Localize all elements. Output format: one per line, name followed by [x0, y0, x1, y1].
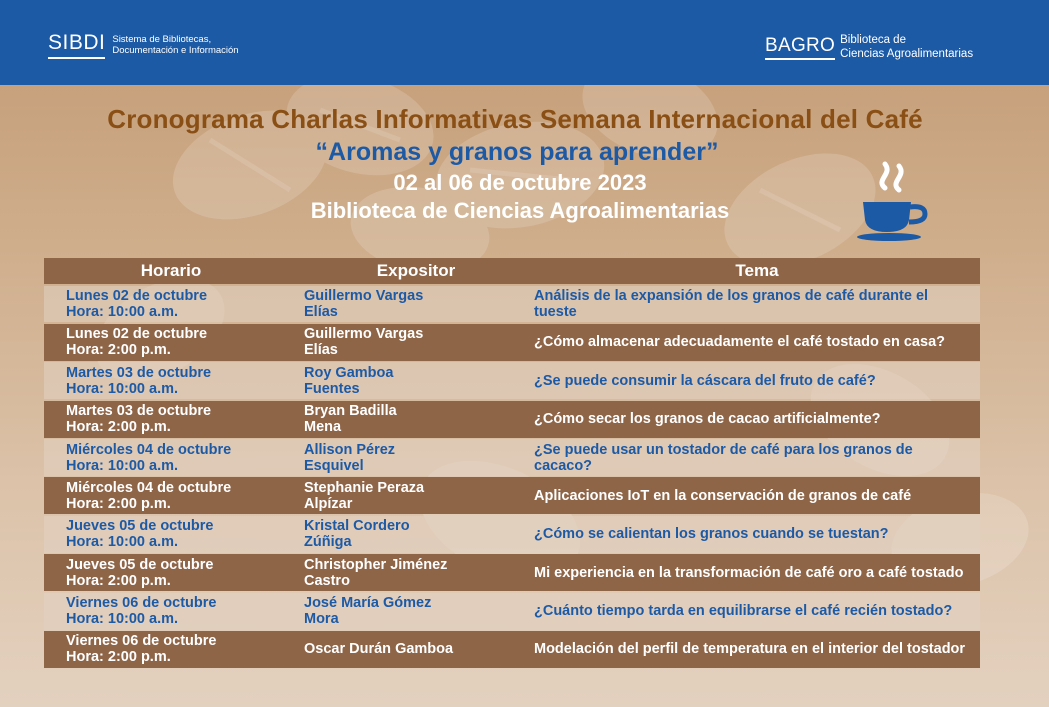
sibdi-logo-subtext: Sistema de Bibliotecas, Documentación e Información — [112, 34, 239, 56]
sibdi-logo[interactable] — [48, 31, 252, 59]
bagro-logo-subtext-line1: Biblioteca de — [840, 34, 906, 46]
speaker-surname: Zúñiga — [304, 534, 352, 551]
bagro-logo-subtext-line2: Ciencias Agroalimentarias — [840, 48, 974, 60]
topic-cell: ¿Cuánto tiempo tarda en equilibrarse el café recién tostado? — [534, 603, 953, 620]
topic-cell: Análisis de la expansión de los granos de café durante el tueste — [534, 287, 929, 320]
schedule-cell — [44, 633, 298, 665]
column-header-horario: Horario — [140, 261, 202, 280]
day-text: Miércoles 04 de octubre — [66, 479, 232, 496]
speaker-surname: Alpízar — [304, 495, 353, 512]
schedule-cell — [44, 518, 298, 550]
speaker-name: Guillermo Vargas — [304, 326, 424, 343]
day-text: Viernes 06 de octubre — [66, 595, 217, 612]
schedule-cell — [44, 365, 298, 397]
schedule-cell — [44, 326, 298, 358]
speaker-surname: Mora — [304, 611, 339, 628]
topic-cell: Modelación del perfil de temperatura en el interior del tostador — [534, 641, 966, 658]
speaker-cell — [298, 442, 534, 474]
speaker-surname: Castro — [304, 572, 350, 589]
day-text: Lunes 02 de octubre — [66, 287, 208, 304]
coffee-cup-icon — [855, 158, 933, 244]
day-text: Miércoles 04 de octubre — [66, 441, 232, 458]
topic-cell: ¿Se puede usar un tostador de café para los granos de cacaco? — [534, 441, 913, 474]
header-bar — [0, 0, 1049, 85]
schedule-cell — [44, 557, 298, 589]
time-text: Hora: 10:00 a.m. — [66, 303, 179, 320]
table-row — [44, 362, 980, 399]
speaker-surname: Mena — [304, 419, 342, 436]
schedule-table — [44, 258, 980, 668]
speaker-name: Roy Gamboa — [304, 364, 394, 381]
speaker-surname: Elías — [304, 303, 338, 320]
speaker-cell — [298, 518, 534, 550]
topic-cell: ¿Cómo almacenar adecuadamente el café tostado en casa? — [534, 334, 945, 351]
time-text: Hora: 10:00 a.m. — [66, 457, 179, 474]
table-row — [44, 593, 980, 630]
speaker-cell — [298, 365, 534, 397]
schedule-cell — [44, 442, 298, 474]
schedule-cell — [44, 288, 298, 320]
day-text: Martes 03 de octubre — [66, 403, 212, 420]
table-row — [44, 477, 980, 514]
time-text: Hora: 2:00 p.m. — [66, 342, 171, 359]
time-text: Hora: 2:00 p.m. — [66, 649, 171, 666]
speaker-surname: Elías — [304, 342, 338, 359]
speaker-name: Christopher Jiménez — [304, 556, 448, 573]
day-text: Jueves 05 de octubre — [66, 518, 214, 535]
topic-cell: Aplicaciones IoT en la conservación de granos de café — [534, 487, 912, 504]
speaker-surname: Fuentes — [304, 380, 360, 397]
event-subtitle: “Aromas y granos para aprender” — [315, 138, 719, 166]
column-header-tema: Tema — [735, 261, 779, 280]
page-title: Cronograma Charlas Informativas Semana Internacional del Café — [107, 104, 923, 134]
day-text: Jueves 05 de octubre — [66, 556, 214, 573]
speaker-name: Guillermo Vargas — [304, 287, 424, 304]
day-text: Viernes 06 de octubre — [66, 633, 217, 650]
table-row — [44, 439, 980, 476]
bagro-logo[interactable] — [765, 33, 973, 61]
speaker-name: Oscar Durán Gamboa — [304, 641, 454, 658]
table-row — [44, 401, 980, 438]
speaker-name: Allison Pérez — [304, 441, 396, 458]
speaker-name: Stephanie Peraza — [304, 479, 425, 496]
speaker-cell — [298, 288, 534, 320]
table-row — [44, 286, 980, 323]
speaker-cell — [298, 403, 534, 435]
schedule-cell — [44, 595, 298, 627]
speaker-cell — [298, 480, 534, 512]
schedule-cell — [44, 480, 298, 512]
table-header — [44, 258, 980, 284]
event-venue: Biblioteca de Ciencias Agroalimentarias — [310, 198, 730, 223]
time-text: Hora: 10:00 a.m. — [66, 611, 179, 628]
bagro-logo-text: BAGRO — [765, 35, 835, 60]
speaker-cell — [298, 326, 534, 358]
speaker-name: Bryan Badilla — [304, 403, 397, 420]
bagro-logo-subtext — [840, 33, 973, 61]
table-row — [44, 631, 980, 668]
schedule-cell — [44, 403, 298, 435]
event-dates: 02 al 06 de octubre 2023 — [393, 170, 647, 195]
sibdi-logo-text: SIBDI — [48, 31, 105, 59]
day-text: Lunes 02 de octubre — [66, 326, 208, 343]
speaker-name: Kristal Cordero — [304, 518, 410, 535]
speaker-name: José María Gómez — [304, 595, 432, 612]
speaker-cell — [298, 557, 534, 589]
time-text: Hora: 10:00 a.m. — [66, 534, 179, 551]
speaker-cell — [298, 641, 534, 657]
topic-cell: ¿Se puede consumir la cáscara del fruto de café? — [534, 372, 876, 389]
table-row — [44, 324, 980, 361]
time-text: Hora: 10:00 a.m. — [66, 380, 179, 397]
topic-cell: ¿Cómo se calientan los granos cuando se tuestan? — [534, 526, 889, 543]
topic-cell: Mi experiencia en la transformación de café oro a café tostado — [534, 564, 964, 581]
time-text: Hora: 2:00 p.m. — [66, 419, 171, 436]
column-header-expositor: Expositor — [376, 261, 456, 280]
table-row — [44, 516, 980, 553]
speaker-surname: Esquivel — [304, 457, 364, 474]
topic-cell: ¿Cómo secar los granos de cacao artificialmente? — [534, 411, 881, 428]
table-row — [44, 554, 980, 591]
speaker-cell — [298, 595, 534, 627]
time-text: Hora: 2:00 p.m. — [66, 572, 171, 589]
day-text: Martes 03 de octubre — [66, 364, 212, 381]
time-text: Hora: 2:00 p.m. — [66, 495, 171, 512]
